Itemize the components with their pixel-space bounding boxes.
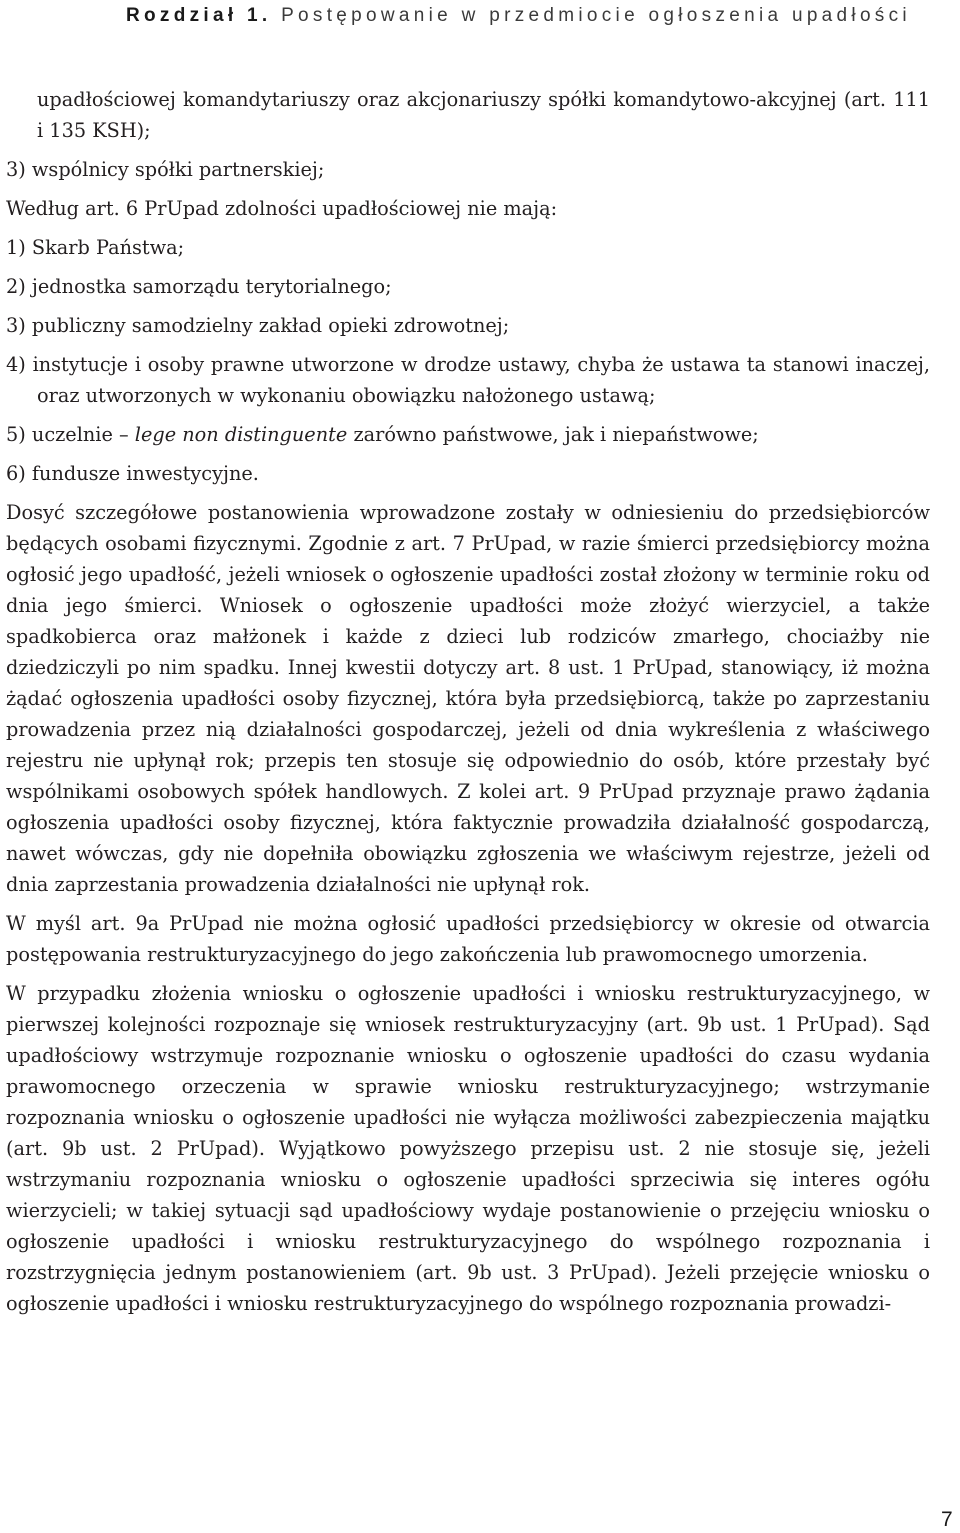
paragraph: Dosyć szczegółowe postanowienia wprowadzone zostały w odniesieniu do przedsiębiorców będących osobami fizycznymi. Zgodnie z art. 7 PrUpad, w razie śmierci przedsiębiorcy można ogłosić jego upadłość, jeżeli wniosek o ogłoszenie upadłości został złożony w terminie roku od dnia jego śmierci. Wniosek o ogłoszenie upadłości może złożyć wierzyciel, a także spadkobierca oraz małżonek i każde z dzieci lub rodziców zmarłego, chociażby nie dziedziczyli po nim spadku. Innej kwestii dotyczy art. 8 ust. 1 PrUpad, stanowiący, iż można żądać ogłoszenia upadłości osoby fizycznej, która była przedsiębiorcą, także po zaprzestaniu prowadzenia przez nią działalności gospodarczej, jeżeli od dnia wykreślenia z właściwego rejestru nie upłynął rok; przepis ten stosuje się odpowiednio do osób, które przestały być wspólnikami osobowych spółek handlowych. Z kolei art. 9 PrUpad przyznaje prawo żądania ogłoszenia upadłości osoby fizycznej, która faktycznie prowadziła działalność gospodarczą, nawet wówczas, gdy nie dopełniła obowiązku zgłoszenia we właściwym rejestrze, jeżeli od dnia zaprzestania prowadzenia działalności nie upłynął rok. (6, 501, 930, 896)
continuation-text: upadłościowej komandytariuszy oraz akcjonariuszy spółki komandytowo-akcyjnej (art. 111 i 135 KSH); (37, 88, 930, 142)
chapter-label: Rozdział 1. (126, 5, 272, 26)
running-header (126, 5, 911, 27)
latin-phrase: lege non distinguente (134, 423, 348, 446)
item-suffix: zarówno państwowe, jak i niepaństwowe; (353, 423, 759, 446)
list-item (6, 419, 930, 450)
list-item: 3) wspólnicy spółki partnerskiej; (6, 158, 325, 181)
intro-text: Według art. 6 PrUpad zdolności upadłościowej nie mają: (6, 197, 558, 220)
page-number: 7 (941, 1508, 953, 1531)
list-item: 4) instytucje i osoby prawne utworzone w drodze ustawy, chyba że ustawa ta stanowi inaczej, oraz utworzonych w wykonaniu obowiązku nałożonego ustawą; (6, 353, 930, 407)
paragraph: W myśl art. 9a PrUpad nie można ogłosić upadłości przedsiębiorcy w okresie od otwarcia postępowania restrukturyzacyjnego do jego zakończenia lub prawomocnego umorzenia. (6, 912, 930, 966)
chapter-title: Postępowanie w przedmiocie ogłoszenia upadłości (281, 5, 911, 26)
list-item: 1) Skarb Państwa; (6, 236, 185, 259)
list-item: 6) fundusze inwestycyjne. (6, 462, 259, 485)
paragraph: W przypadku złożenia wniosku o ogłoszenie upadłości i wniosku restrukturyzacyjnego, w pierwszej kolejności rozpoznaje się wniosek restrukturyzacyjny (art. 9b ust. 1 PrUpad). Sąd upadłościowy wstrzymuje rozpoznanie wniosku o ogłoszenie upadłości do czasu wydania prawomocnego orzeczenia w sprawie wniosku restrukturyzacyjnego; wstrzymanie rozpoznania wniosku o ogłoszenie upadłości nie wyłącza możliwości zabezpieczenia majątku (art. 9b ust. 2 PrUpad). Wyjątkowo powyższego przepisu ust. 2 nie stosuje się, jeżeli wstrzymaniu rozpoznania wniosku o ogłoszenie upadłości sprzeciwia się interes ogółu wierzycieli; w takiej sytuacji sąd upadłościowy wydaje postanowienie o przejęciu wniosku o ogłoszenie upadłości i wniosku restrukturyzacyjnego do wspólnego rozpoznania i rozstrzygnięcia jednym postanowieniem (art. 9b ust. 3 PrUpad). Jeżeli przejęcie wniosku o ogłoszenie upadłości i wniosku restrukturyzacyjnego do wspólnego rozpoznania prowadzi- (6, 982, 930, 1315)
list-item: 2) jednostka samorządu terytorialnego; (6, 275, 392, 298)
page-body (6, 84, 930, 1327)
item-prefix: 5) uczelnie – (6, 423, 129, 446)
list-item: 3) publiczny samodzielny zakład opieki zdrowotnej; (6, 314, 510, 337)
